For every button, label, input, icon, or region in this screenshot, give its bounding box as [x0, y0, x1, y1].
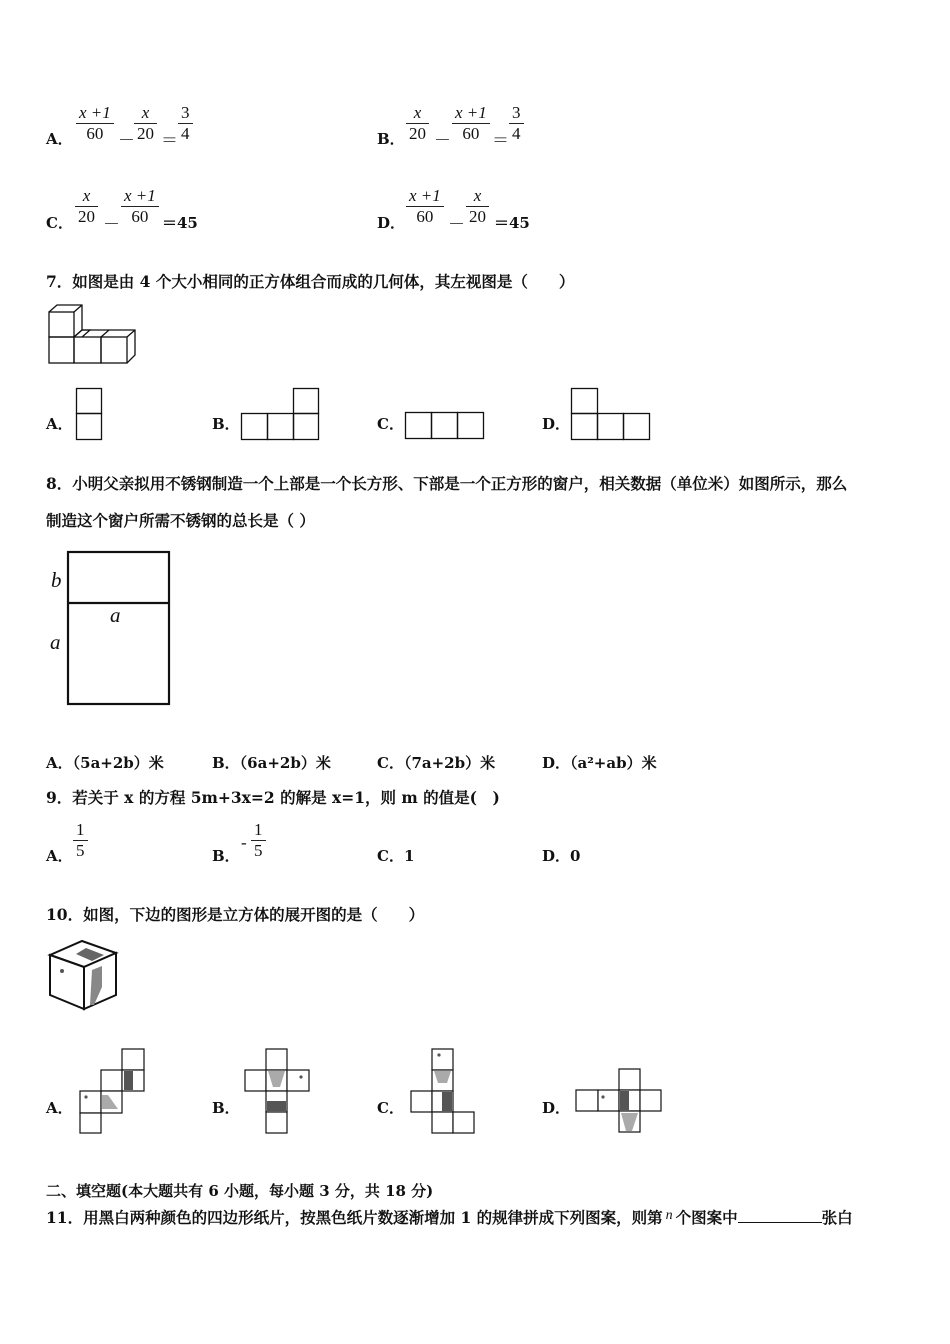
fraction: $\frac{x +1}{60}$ [121, 186, 159, 227]
label-a-left: a [50, 630, 61, 654]
fraction: $\frac{x}{20}$ [406, 103, 429, 144]
fraction: $\frac{1}{5}$ [73, 820, 88, 861]
q7-stem: 7．如图是由 4 个大小相同的正方体组合而成的几何体，其左视图是（ ） [46, 272, 575, 291]
label-b: b [51, 568, 62, 592]
q8-option-c[interactable]: C．（7a+2b）米 [377, 754, 496, 772]
q10-stem: 10．如图，下边的图形是立方体的展开图的是（ ） [46, 905, 425, 924]
q11-stem [46, 1206, 853, 1228]
q7-option-d-figure[interactable] [571, 388, 653, 442]
equals-sign: ＝ [492, 131, 509, 150]
q7-option-b-label[interactable]: B． [212, 415, 240, 433]
fraction: $\frac{x +1}{60}$ [406, 186, 444, 227]
q8-option-b[interactable]: B．（6a+2b）米 [212, 754, 331, 772]
q8-stem-line1: 8．小明父亲拟用不锈钢制造一个上部是一个长方形、下部是一个正方形的窗户，相关数据（单位米）如图所示，那么 [46, 474, 848, 493]
fraction: $\frac{x +1}{60}$ [452, 103, 490, 144]
label-a-top: a [110, 603, 121, 627]
fraction: $\frac{3}{4}$ [509, 103, 524, 144]
q8-option-d[interactable]: D．（a²+ab）米 [542, 754, 657, 772]
q7-option-a-label[interactable]: A． [46, 415, 73, 433]
q6-option-b-label: B． [377, 130, 405, 148]
minus-sign: － [448, 215, 465, 234]
fraction: $\frac{x}{20}$ [75, 186, 98, 227]
q7-option-b-figure[interactable] [241, 388, 321, 442]
rhs-value: ＝45 [162, 214, 198, 232]
q10-option-c-net[interactable] [409, 1047, 479, 1137]
q10-option-a-net[interactable] [78, 1047, 148, 1137]
q8-window-figure [46, 550, 176, 710]
minus-sign: － [103, 215, 120, 234]
minus-sign: － [434, 131, 451, 150]
fraction: $\frac{x}{20}$ [466, 186, 489, 227]
q11-text-before: 11．用黑白两种颜色的四边形纸片，按黑色纸片数逐渐增加 1 的规律拼成下列图案，则第 [46, 1208, 663, 1227]
fraction: $\frac{3}{4}$ [178, 103, 193, 144]
q10-option-a-label[interactable]: A． [46, 1099, 73, 1117]
q7-option-c-figure[interactable] [405, 412, 487, 442]
q7-option-a-figure[interactable] [76, 388, 104, 442]
q10-option-b-label[interactable]: B． [212, 1099, 240, 1117]
fraction: $\frac{1}{5}$ [251, 820, 266, 861]
minus-sign: - [241, 833, 247, 852]
rhs-value: ＝45 [494, 214, 530, 232]
fraction: $\frac{x}{20}$ [134, 103, 157, 144]
q6-option-a-label: A． [46, 130, 73, 148]
q7-option-d-label[interactable]: D． [542, 415, 571, 433]
q10-option-d-net[interactable] [574, 1067, 666, 1137]
q10-cube-figure [46, 937, 120, 1013]
q9-stem: 9．若关于 x 的方程 5m+3x=2 的解是 x=1，则 m 的值是( ) [46, 788, 500, 807]
q11-text-mid: 个图案中 [675, 1208, 738, 1227]
equals-sign: ＝ [161, 131, 178, 150]
section-heading: 二、填空题(本大题共有 6 小题，每小题 3 分，共 18 分) [46, 1182, 434, 1200]
minus-sign: － [118, 131, 135, 150]
q9-option-b-label: B． [212, 847, 240, 865]
q10-option-b-net[interactable] [243, 1047, 313, 1137]
q6-option-d-label: D． [377, 214, 406, 232]
q10-option-d-label[interactable]: D． [542, 1099, 571, 1117]
q9-option-a-label: A． [46, 847, 73, 865]
q8-option-a[interactable]: A．（5a+2b）米 [46, 754, 164, 772]
q7-solid-figure [46, 302, 142, 368]
fraction: $\frac{x +1}{60}$ [76, 103, 114, 144]
q7-option-c-label[interactable]: C． [377, 415, 404, 433]
q10-option-c-label[interactable]: C． [377, 1099, 404, 1117]
q11-text-after: 张白 [821, 1208, 853, 1227]
q9-option-c[interactable]: C．1 [377, 847, 415, 865]
q11-var: n [665, 1208, 673, 1223]
q11-answer-blank[interactable] [738, 1208, 822, 1223]
q8-stem-line2: 制造这个窗户所需不锈钢的总长是（ ） [46, 511, 315, 530]
q9-option-d[interactable]: D．0 [542, 847, 581, 865]
q6-option-c-label: C． [46, 214, 73, 232]
